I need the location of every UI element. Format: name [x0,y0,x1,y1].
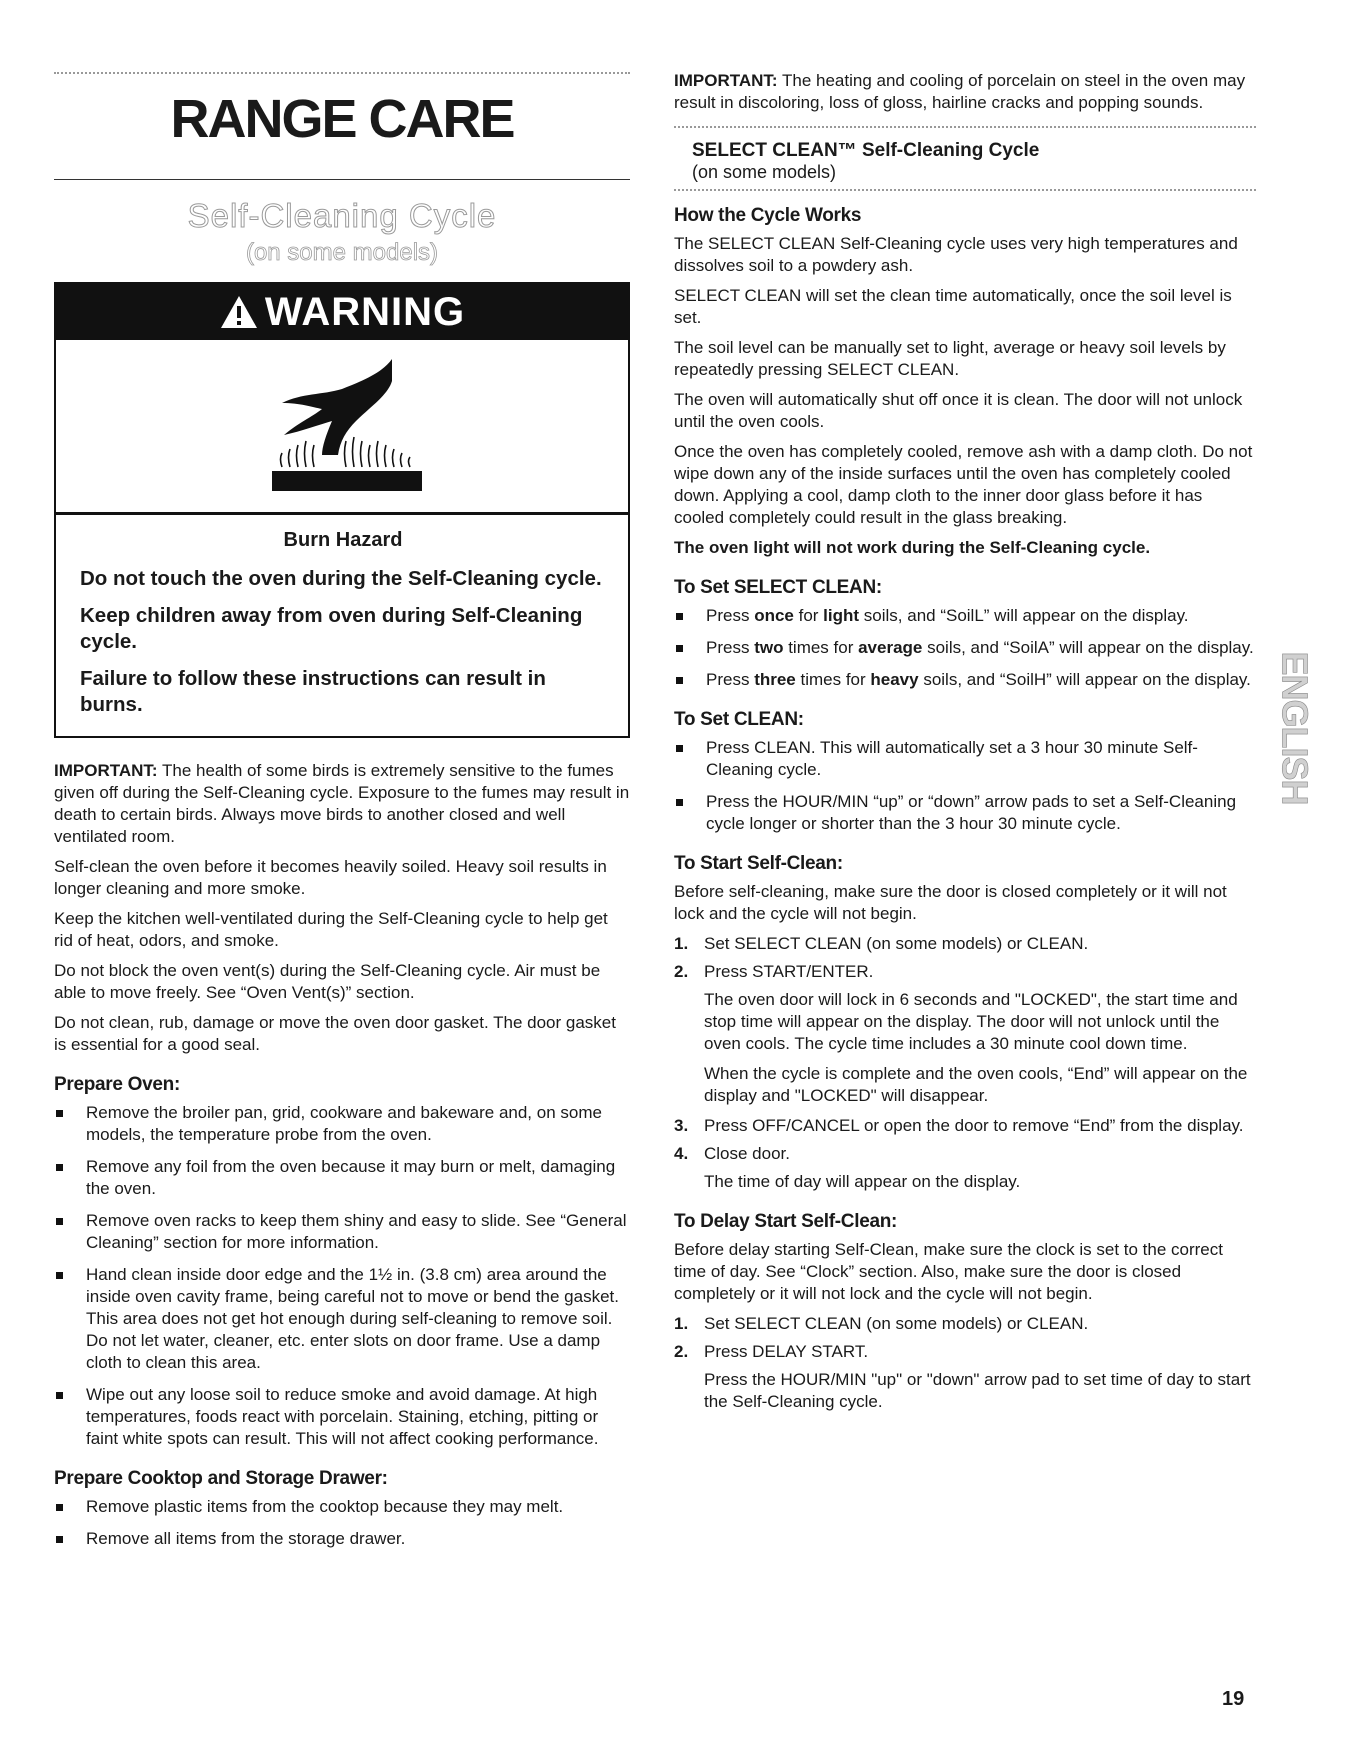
warning-text [56,515,628,736]
burn-hazard-image [56,340,628,515]
page-number: 19 [1222,1688,1245,1710]
list-item: Remove plastic items from the cooktop because they may melt. [54,1496,630,1518]
prepare-oven-heading: Prepare Oven: [54,1074,180,1095]
paragraph: Keep the kitchen well-ventilated during the Self-Cleaning cycle to help get rid of heat, odors, and smoke. [54,909,608,950]
list-item: Wipe out any loose soil to reduce smoke and avoid damage. At high temperatures, foods react with porcelain. Staining, etching, pitting or faint white spots can result. This will not affect cooking performance. [54,1384,630,1450]
delay-steps [674,1313,1256,1413]
paragraph: The soil level can be manually set to light, average or heavy soil levels by repeatedly pressing SELECT CLEAN. [674,338,1226,379]
paragraph: Once the oven has completely cooled, remove ash with a damp cloth. Do not wipe down any of the inside surfaces until the oven has completely cooled down. Applying a cool, damp cloth to the inner door glass before it has cooled completely could result in the glass breaking. [674,442,1253,527]
step-item: 2. Press START/ENTER. The oven door will lock in 6 seconds and "LOCKED", the start time and stop time will appear on the display. The door will not unlock until the oven cools. The cycle time includes a 30 minute cool down time. When the cycle is complete and the oven cools, “End” will appear on the display and "LOCKED" will disappear. [674,961,1256,1107]
list-item: Remove the broiler pan, grid, cookware and bakeware and, on some models, the temperature probe from the oven. [54,1102,630,1146]
oven-light-note: The oven light will not work during the Self-Cleaning cycle. [674,538,1151,557]
section-title: Self-Cleaning Cycle [187,197,497,234]
delay-intro: Before delay starting Self-Clean, make sure the clock is set to the correct time of day. See “Clock” section. Also, make sure the door is closed completely or it will not lock and the cycle will not begin. [674,1240,1223,1303]
how-heading: How the Cycle Works [674,205,862,226]
step-detail: Press the HOUR/MIN "up" or "down" arrow pad to set time of day to start the Self-Cleaning cycle. [704,1370,1251,1411]
paragraph: Self-clean the oven before it becomes heavily soiled. Heavy soil results in longer cleaning and more smoke. [54,857,607,898]
list-item: Press the HOUR/MIN “up” or “down” arrow pads to set a Self-Cleaning cycle longer or shorter than the 3 hour 30 minute cycle. [674,791,1256,835]
step-detail: When the cycle is complete and the oven cools, “End” will appear on the display and "LOCKED" will disappear. [704,1064,1248,1105]
warning-line: Do not touch the oven during the Self-Cleaning cycle. [80,567,602,590]
warning-line: Keep children away from oven during Self-Cleaning cycle. [80,604,583,653]
top-divider [54,72,630,77]
prepare-oven-list [54,1102,630,1450]
hot-surface-hand-icon [242,351,442,501]
step-item: 4. Close door. The time of day will appear on the display. [674,1143,1256,1193]
warning-triangle-icon [219,294,259,330]
list-item: Press once for light soils, and “SoilL” will appear on the display. [674,605,1256,627]
set-clean-list [674,737,1256,835]
title-rule [54,179,630,180]
set-select-heading: To Set SELECT CLEAN: [674,577,882,598]
paragraph: Do not clean, rub, damage or move the oven door gasket. The door gasket is essential for a good seal. [54,1013,616,1054]
section-subtitle: (on some models) [245,239,439,266]
start-steps [674,933,1256,1193]
delay-heading: To Delay Start Self-Clean: [674,1211,898,1232]
language-tab [1274,628,1316,828]
warning-label: WARNING [264,289,466,334]
step-item: 3. Press OFF/CANCEL or open the door to remove “End” from the display. [674,1116,1244,1135]
list-item: Press CLEAN. This will automatically set a 3 hour 30 minute Self-Cleaning cycle. [674,737,1256,781]
set-select-list [674,605,1256,691]
warning-box [54,282,630,738]
start-intro: Before self-cleaning, make sure the door is closed completely or it will not lock and the cycle will not begin. [674,882,1227,923]
warning-header [56,284,628,340]
porcelain-important: IMPORTANT: The heating and cooling of porcelain on steel in the oven may result in discoloring, loss of gloss, hairline cracks and popping sounds. [674,71,1246,112]
paragraph: Do not block the oven vent(s) during the Self-Cleaning cycle. Air must be able to move freely. See “Oven Vent(s)” section. [54,961,601,1002]
prepare-cooktop-list [54,1496,630,1550]
paragraph: The oven will automatically shut off once it is clean. The door will not unlock until the oven cools. [674,390,1243,431]
start-heading: To Start Self-Clean: [674,853,843,874]
divider [674,189,1256,193]
step-item: 2. Press DELAY START. Press the HOUR/MIN "up" or "down" arrow pad to set time of day to start the Self-Cleaning cycle. [674,1341,1256,1413]
set-clean-heading: To Set CLEAN: [674,709,804,730]
list-item: Remove all items from the storage drawer. [54,1528,630,1550]
select-clean-box [674,130,1256,189]
list-item: Remove oven racks to keep them shiny and easy to slide. See “General Cleaning” section for more information. [54,1210,630,1254]
step-item: 1. Set SELECT CLEAN (on some models) or CLEAN. [674,1314,1089,1333]
prepare-cooktop-heading: Prepare Cooktop and Storage Drawer: [54,1468,388,1489]
list-item: Press three times for heavy soils, and “SoilH” will appear on the display. [674,669,1256,691]
list-item: Remove any foil from the oven because it may burn or melt, damaging the oven. [54,1156,630,1200]
paragraph: The SELECT CLEAN Self-Cleaning cycle uses very high temperatures and dissolves soil to a powdery ash. [674,234,1238,275]
page-title: RANGE CARE [170,89,514,149]
hazard-title: Burn Hazard [283,529,403,551]
step-detail: The oven door will lock in 6 seconds and "LOCKED", the start time and stop time will appear on the display. The door will not unlock until the oven cools. The cycle time includes a 30 minute cool down time. [704,990,1238,1053]
select-clean-title: SELECT CLEAN™ Self-Cleaning Cycle [692,140,1040,161]
language-tab-text: ENGLISH [1274,651,1316,805]
step-detail: The time of day will appear on the display. [704,1172,1021,1191]
left-column [54,72,630,1560]
list-item: Press two times for average soils, and “SoilA” will appear on the display. [674,637,1256,659]
paragraph: SELECT CLEAN will set the clean time automatically, once the soil level is set. [674,286,1232,327]
step-item: 1. Set SELECT CLEAN (on some models) or CLEAN. [674,934,1089,953]
warning-line: Failure to follow these instructions can result in burns. [80,667,546,716]
birds-important: IMPORTANT: The health of some birds is extremely sensitive to the fumes given off during the Self-Cleaning cycle. Exposure to the fumes may result in death to certain birds. Always move birds to another closed and well ventilated room. [54,761,630,846]
list-item: Hand clean inside door edge and the 1½ in. (3.8 cm) area around the inside oven cavity frame, being careful not to move or bend the gasket. This area does not get hot enough during self-cleaning to remove soil. Do not let water, cleaner, etc. enter slots on door frame. Use a damp cloth to clean this area. [54,1264,630,1374]
select-clean-subtitle: (on some models) [692,162,837,182]
right-column [674,70,1256,1421]
